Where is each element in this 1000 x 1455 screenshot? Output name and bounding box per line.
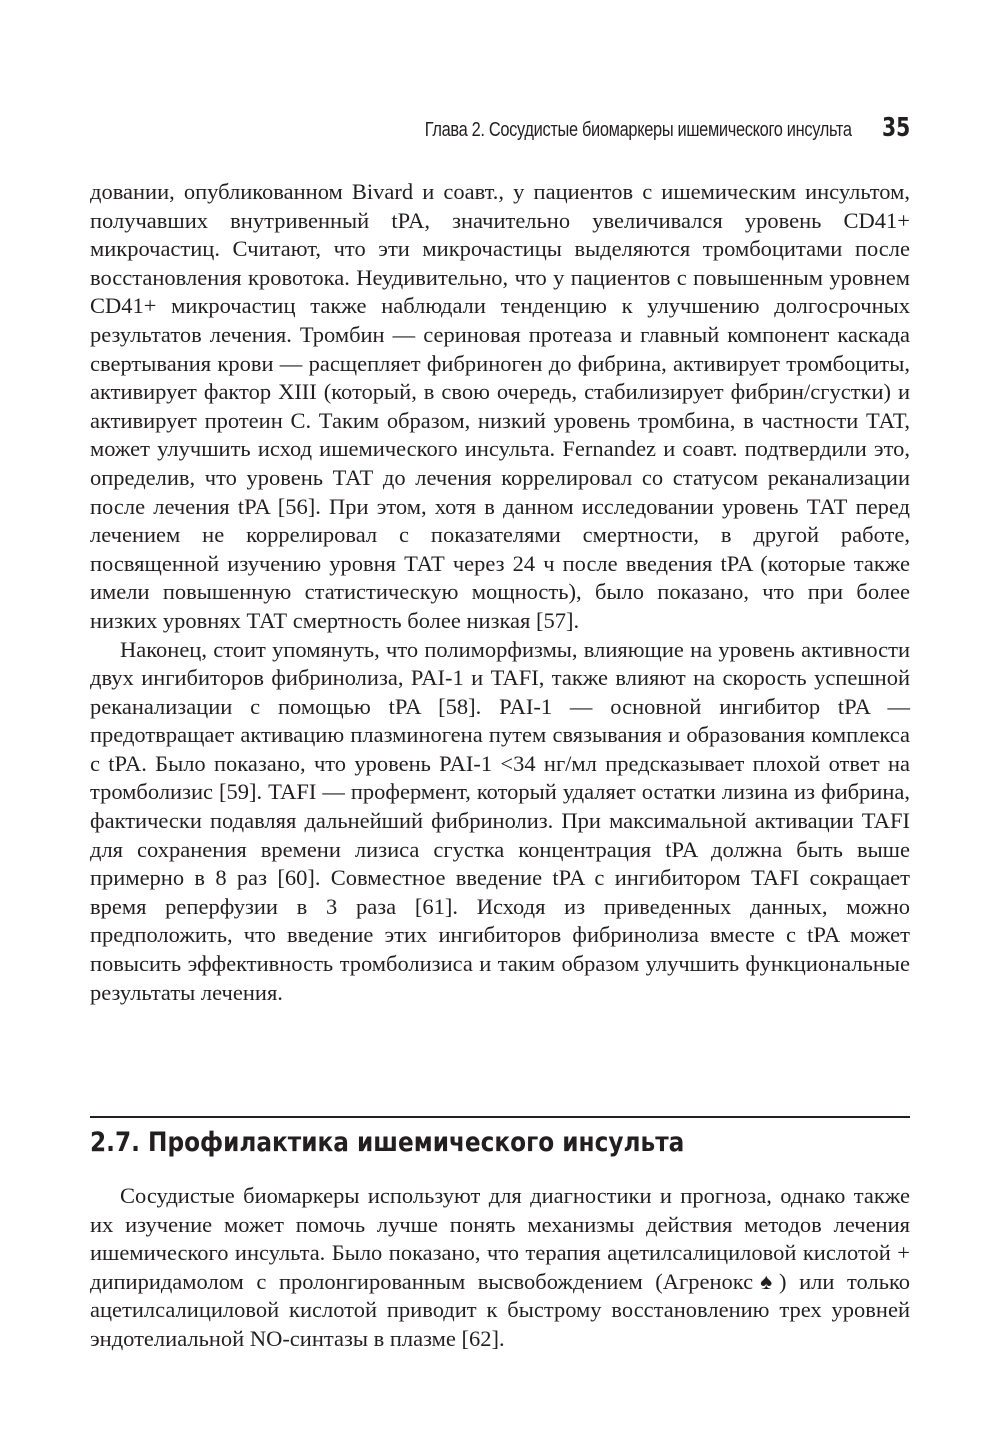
running-title: Глава 2. Сосудистые биомаркеры ишемического инсульта	[425, 119, 852, 141]
paragraph-continued: довании, опубликованном Bivard и соавт., у пациентов с ишемическим инсультом, получавших внутривенный tPA, значительно увеличивался уровень CD41+ микрочастиц. Считают, что эти микрочастицы выделяются тромбоцитами после восстановления кровотока. Неудивительно, что у пациентов с повышенным уровнем CD41+ микрочастиц также наблюдали тенденцию к улучшению долгосрочных результатов лечения. Тромбин — сериновая протеаза и главный компонент каскада свертывания крови — расщепляет фибриноген до фибрина, активирует тромбоциты, активирует фактор XIII (который, в свою очередь, стабилизирует фибрин/сгустки) и активирует протеин С. Таким образом, низкий уровень тромбина, в частности ТАТ, может улучшить исход ишемического инсульта. Fernandez и соавт. подтвердили это, определив, что уровень ТАТ до лечения коррелировал со статусом реканализации после лечения tPA [56]. При этом, хотя в данном исследовании уровень ТАТ перед лечением не коррелировал с показателями смертности, в другой работе, посвященной изучению уровня ТАТ через 24 ч после введения tPA (которые также имели повышенную статистическую мощность), было показано, что при более низких уровнях ТАТ смертность более низкая [57].	[90, 179, 910, 633]
paragraph: Наконец, стоит упомянуть, что полиморфизмы, влияющие на уровень активности двух ингибиторов фибринолиза, PAI-1 и TAFI, также влияют на скорость успешной реканализации с помощью tPA [58]. PAI-1 — основной ингибитор tPA — предотвращает активацию плазминогена путем связывания и образования комплекса с tPA. Было показано, что уровень PAI-1 <34 нг/мл предсказывает плохой ответ на тромболизис [59]. TAFI — профермент, который удаляет остатки лизина из фибрина, фактически подавляя дальнейший фибринолиз. При максимальной активации TAFI для сохранения времени лизиса сгустка концентрация tPA должна быть выше примерно в 8 раз [60]. Совместное введение tPA с ингибитором TAFI сокращает время реперфузии в 3 раза [61]. Исходя из приведенных данных, можно предположить, что введение этих ингибиторов фибринолиза вместе с tPA может повысить эффективность тромболизиса и таким образом улучшить функциональные результаты лечения.	[90, 636, 910, 1005]
section-divider	[90, 1116, 910, 1118]
section-heading: 2.7. Профилактика ишемического инсульта	[90, 1127, 685, 1158]
running-header	[90, 113, 910, 153]
paragraph: Сосудистые биомаркеры используют для диагностики и прогноза, однако также их изучение может помочь лучше понять механизмы действия методов лечения ишемического инсульта. Было показано, что терапия ацетилсалициловой кислотой + дипиридамолом с пролонгированным высвобождением (Агренокс♠) или только ацетилсалициловой кислотой приводит к быстрому восстановлению трех уровней эндотелиальной NO-синтазы в плазме [62].	[90, 1183, 910, 1351]
section-body-text	[90, 1182, 910, 1354]
page-number: 35	[881, 113, 910, 143]
body-text-block	[90, 178, 910, 1007]
